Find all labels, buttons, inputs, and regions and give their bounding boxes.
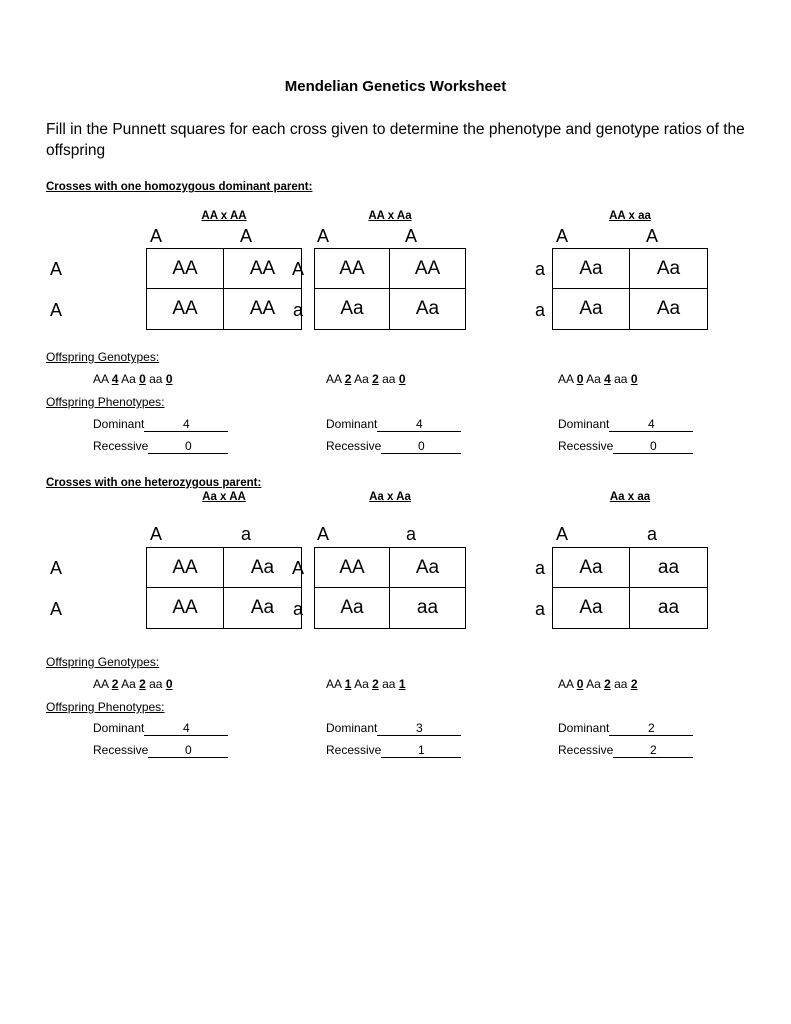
- dominant-line: [93, 417, 228, 432]
- genotype-count-Aa[interactable]: 2: [139, 677, 146, 691]
- punnett-cell[interactable]: Aa: [630, 249, 707, 289]
- recessive-count[interactable]: 0: [613, 440, 693, 454]
- recessive-label: Recessive: [93, 743, 149, 757]
- recessive-label: Recessive: [93, 439, 149, 453]
- genotype-count-Aa[interactable]: 2: [372, 677, 379, 691]
- dominant-count[interactable]: 3: [377, 722, 461, 736]
- punnett-cell[interactable]: AA: [315, 548, 390, 588]
- recessive-line: [558, 439, 693, 454]
- dominant-count[interactable]: 2: [609, 722, 693, 736]
- genotype-label-AA: AA: [326, 372, 342, 386]
- punnett-square: [146, 248, 302, 330]
- dominant-label: Dominant: [558, 721, 610, 735]
- genotypes-heading: Offspring Genotypes:: [46, 655, 160, 669]
- genotype-label-aa: aa: [614, 677, 628, 691]
- recessive-line: [326, 743, 461, 758]
- top-allele: A: [316, 226, 329, 246]
- punnett-cell[interactable]: Aa: [553, 588, 630, 628]
- genotype-count-aa[interactable]: 0: [165, 372, 173, 386]
- left-allele: a: [534, 558, 545, 578]
- punnett-cell[interactable]: Aa: [656, 298, 681, 319]
- recessive-label: Recessive: [326, 439, 382, 453]
- genotype-count-aa[interactable]: 1: [398, 677, 406, 691]
- genotype-label-Aa: Aa: [354, 677, 369, 691]
- cross-label: Aa x Aa: [369, 491, 411, 503]
- left-allele: a: [292, 599, 303, 619]
- left-allele: A: [49, 558, 62, 578]
- dominant-count[interactable]: 4: [377, 418, 461, 432]
- section-heading: Crosses with one heterozygous parent:: [46, 477, 262, 489]
- cross-label: Aa x AA: [202, 491, 246, 503]
- dominant-label: Dominant: [93, 721, 145, 735]
- left-allele: A: [49, 259, 62, 279]
- top-allele: A: [239, 226, 252, 246]
- genotype-label-Aa: Aa: [121, 677, 136, 691]
- genotype-label-aa: aa: [149, 677, 163, 691]
- top-allele: A: [645, 226, 658, 246]
- dominant-label: Dominant: [558, 417, 610, 431]
- genotype-count-AA[interactable]: 2: [111, 677, 119, 691]
- top-allele: A: [316, 524, 329, 544]
- genotype-label-Aa: Aa: [586, 372, 601, 386]
- genotype-ratio: [326, 677, 406, 691]
- top-allele: A: [149, 524, 162, 544]
- dominant-count[interactable]: 4: [144, 722, 228, 736]
- top-allele: A: [404, 226, 417, 246]
- top-allele: A: [149, 226, 162, 246]
- genotype-count-AA[interactable]: 1: [344, 677, 352, 691]
- genotype-label-aa: aa: [382, 372, 396, 386]
- genotype-ratio: [558, 372, 638, 386]
- punnett-cell[interactable]: aa: [657, 597, 680, 618]
- section-heading: Crosses with one homozygous dominant parent:: [46, 181, 313, 193]
- genotype-count-Aa[interactable]: 2: [372, 372, 379, 386]
- recessive-count[interactable]: 0: [148, 744, 228, 758]
- recessive-line: [326, 439, 461, 454]
- punnett-square: [146, 547, 302, 629]
- cross-label: Aa x aa: [609, 491, 651, 503]
- punnett-cell[interactable]: Aa: [250, 597, 275, 618]
- genotype-ratio: [558, 677, 638, 691]
- cross-label: AA x AA: [201, 210, 247, 222]
- page-title: Mendelian Genetics Worksheet: [284, 78, 507, 95]
- dominant-line: [558, 417, 693, 432]
- genotype-count-aa[interactable]: 0: [398, 372, 406, 386]
- punnett-cell[interactable]: AA: [147, 249, 224, 289]
- recessive-count[interactable]: 0: [381, 440, 461, 454]
- left-allele: A: [49, 599, 62, 619]
- phenotypes-heading: Offspring Phenotypes:: [46, 395, 165, 409]
- genotype-count-aa[interactable]: 2: [630, 677, 638, 691]
- left-allele: A: [291, 259, 304, 279]
- punnett-cell[interactable]: AA: [147, 548, 224, 588]
- recessive-line: [558, 743, 693, 758]
- punnett-cell[interactable]: AA: [224, 249, 301, 289]
- punnett-cell[interactable]: aa: [416, 597, 439, 618]
- top-allele: A: [555, 524, 568, 544]
- genotype-label-aa: aa: [149, 372, 163, 386]
- dominant-label: Dominant: [326, 721, 378, 735]
- punnett-cell[interactable]: Aa: [415, 298, 440, 319]
- dominant-count[interactable]: 4: [609, 418, 693, 432]
- genotype-ratio: [93, 372, 173, 386]
- punnett-cell[interactable]: Aa: [224, 548, 301, 588]
- punnett-cell[interactable]: AA: [315, 249, 390, 289]
- recessive-line: [93, 439, 228, 454]
- genotype-label-aa: aa: [382, 677, 396, 691]
- recessive-label: Recessive: [558, 439, 614, 453]
- cross-label: AA x Aa: [368, 210, 412, 222]
- dominant-line: [558, 721, 693, 736]
- genotype-label-Aa: Aa: [354, 372, 369, 386]
- recessive-label: Recessive: [326, 743, 382, 757]
- dominant-line: [93, 721, 228, 736]
- genotype-label-AA: AA: [558, 677, 574, 691]
- genotype-count-aa[interactable]: 0: [165, 677, 173, 691]
- genotype-count-Aa[interactable]: 0: [139, 372, 146, 386]
- recessive-count[interactable]: 0: [148, 440, 228, 454]
- punnett-cell[interactable]: AA: [249, 298, 276, 319]
- recessive-count[interactable]: 2: [613, 744, 693, 758]
- punnett-cell[interactable]: AA: [147, 289, 224, 329]
- genotype-ratio: [93, 677, 173, 691]
- left-allele: a: [292, 300, 303, 320]
- recessive-count[interactable]: 1: [381, 744, 461, 758]
- dominant-line: [326, 417, 461, 432]
- genotype-count-aa[interactable]: 0: [630, 372, 638, 386]
- genotype-label-Aa: Aa: [586, 677, 601, 691]
- punnett-cell[interactable]: Aa: [553, 289, 630, 329]
- punnett-cell[interactable]: AA: [390, 249, 465, 289]
- genotype-count-AA[interactable]: 4: [111, 372, 119, 386]
- left-allele: a: [534, 259, 545, 279]
- top-allele: a: [405, 524, 416, 544]
- top-allele: a: [646, 524, 657, 544]
- genotype-label-AA: AA: [93, 677, 109, 691]
- dominant-line: [326, 721, 461, 736]
- genotype-label-AA: AA: [93, 372, 109, 386]
- recessive-line: [93, 743, 228, 758]
- dominant-label: Dominant: [326, 417, 378, 431]
- genotype-count-AA[interactable]: 0: [576, 677, 584, 691]
- punnett-cell[interactable]: Aa: [553, 249, 630, 289]
- genotype-count-Aa[interactable]: 2: [604, 677, 611, 691]
- instructions: Fill in the Punnett squares for each cross given to determine the phenotype and genotype ratios of the offspring: [46, 121, 745, 159]
- genotype-count-AA[interactable]: 0: [576, 372, 584, 386]
- punnett-cell[interactable]: Aa: [390, 548, 465, 588]
- phenotypes-heading: Offspring Phenotypes:: [46, 700, 165, 714]
- punnett-cell[interactable]: Aa: [315, 289, 390, 329]
- genotype-count-Aa[interactable]: 4: [604, 372, 611, 386]
- punnett-cell[interactable]: aa: [630, 548, 707, 588]
- left-allele: A: [49, 300, 62, 320]
- punnett-square: [552, 248, 708, 330]
- cross-label: AA x aa: [609, 210, 651, 222]
- genotypes-heading: Offspring Genotypes:: [46, 350, 160, 364]
- punnett-square: [314, 248, 466, 330]
- top-allele: A: [555, 226, 568, 246]
- punnett-cell[interactable]: AA: [147, 588, 224, 628]
- genotype-ratio: [326, 372, 406, 386]
- genotype-label-Aa: Aa: [121, 372, 136, 386]
- punnett-cell[interactable]: Aa: [553, 548, 630, 588]
- genotype-count-AA[interactable]: 2: [344, 372, 352, 386]
- genotype-label-aa: aa: [614, 372, 628, 386]
- punnett-cell[interactable]: Aa: [315, 588, 390, 628]
- punnett-square: [314, 547, 466, 629]
- genotype-label-AA: AA: [558, 372, 574, 386]
- left-allele: A: [291, 558, 304, 578]
- dominant-count[interactable]: 4: [144, 418, 228, 432]
- dominant-label: Dominant: [93, 417, 145, 431]
- left-allele: a: [534, 300, 545, 320]
- punnett-square: [552, 547, 708, 629]
- recessive-label: Recessive: [558, 743, 614, 757]
- top-allele: a: [240, 524, 251, 544]
- left-allele: a: [534, 599, 545, 619]
- genotype-label-AA: AA: [326, 677, 342, 691]
